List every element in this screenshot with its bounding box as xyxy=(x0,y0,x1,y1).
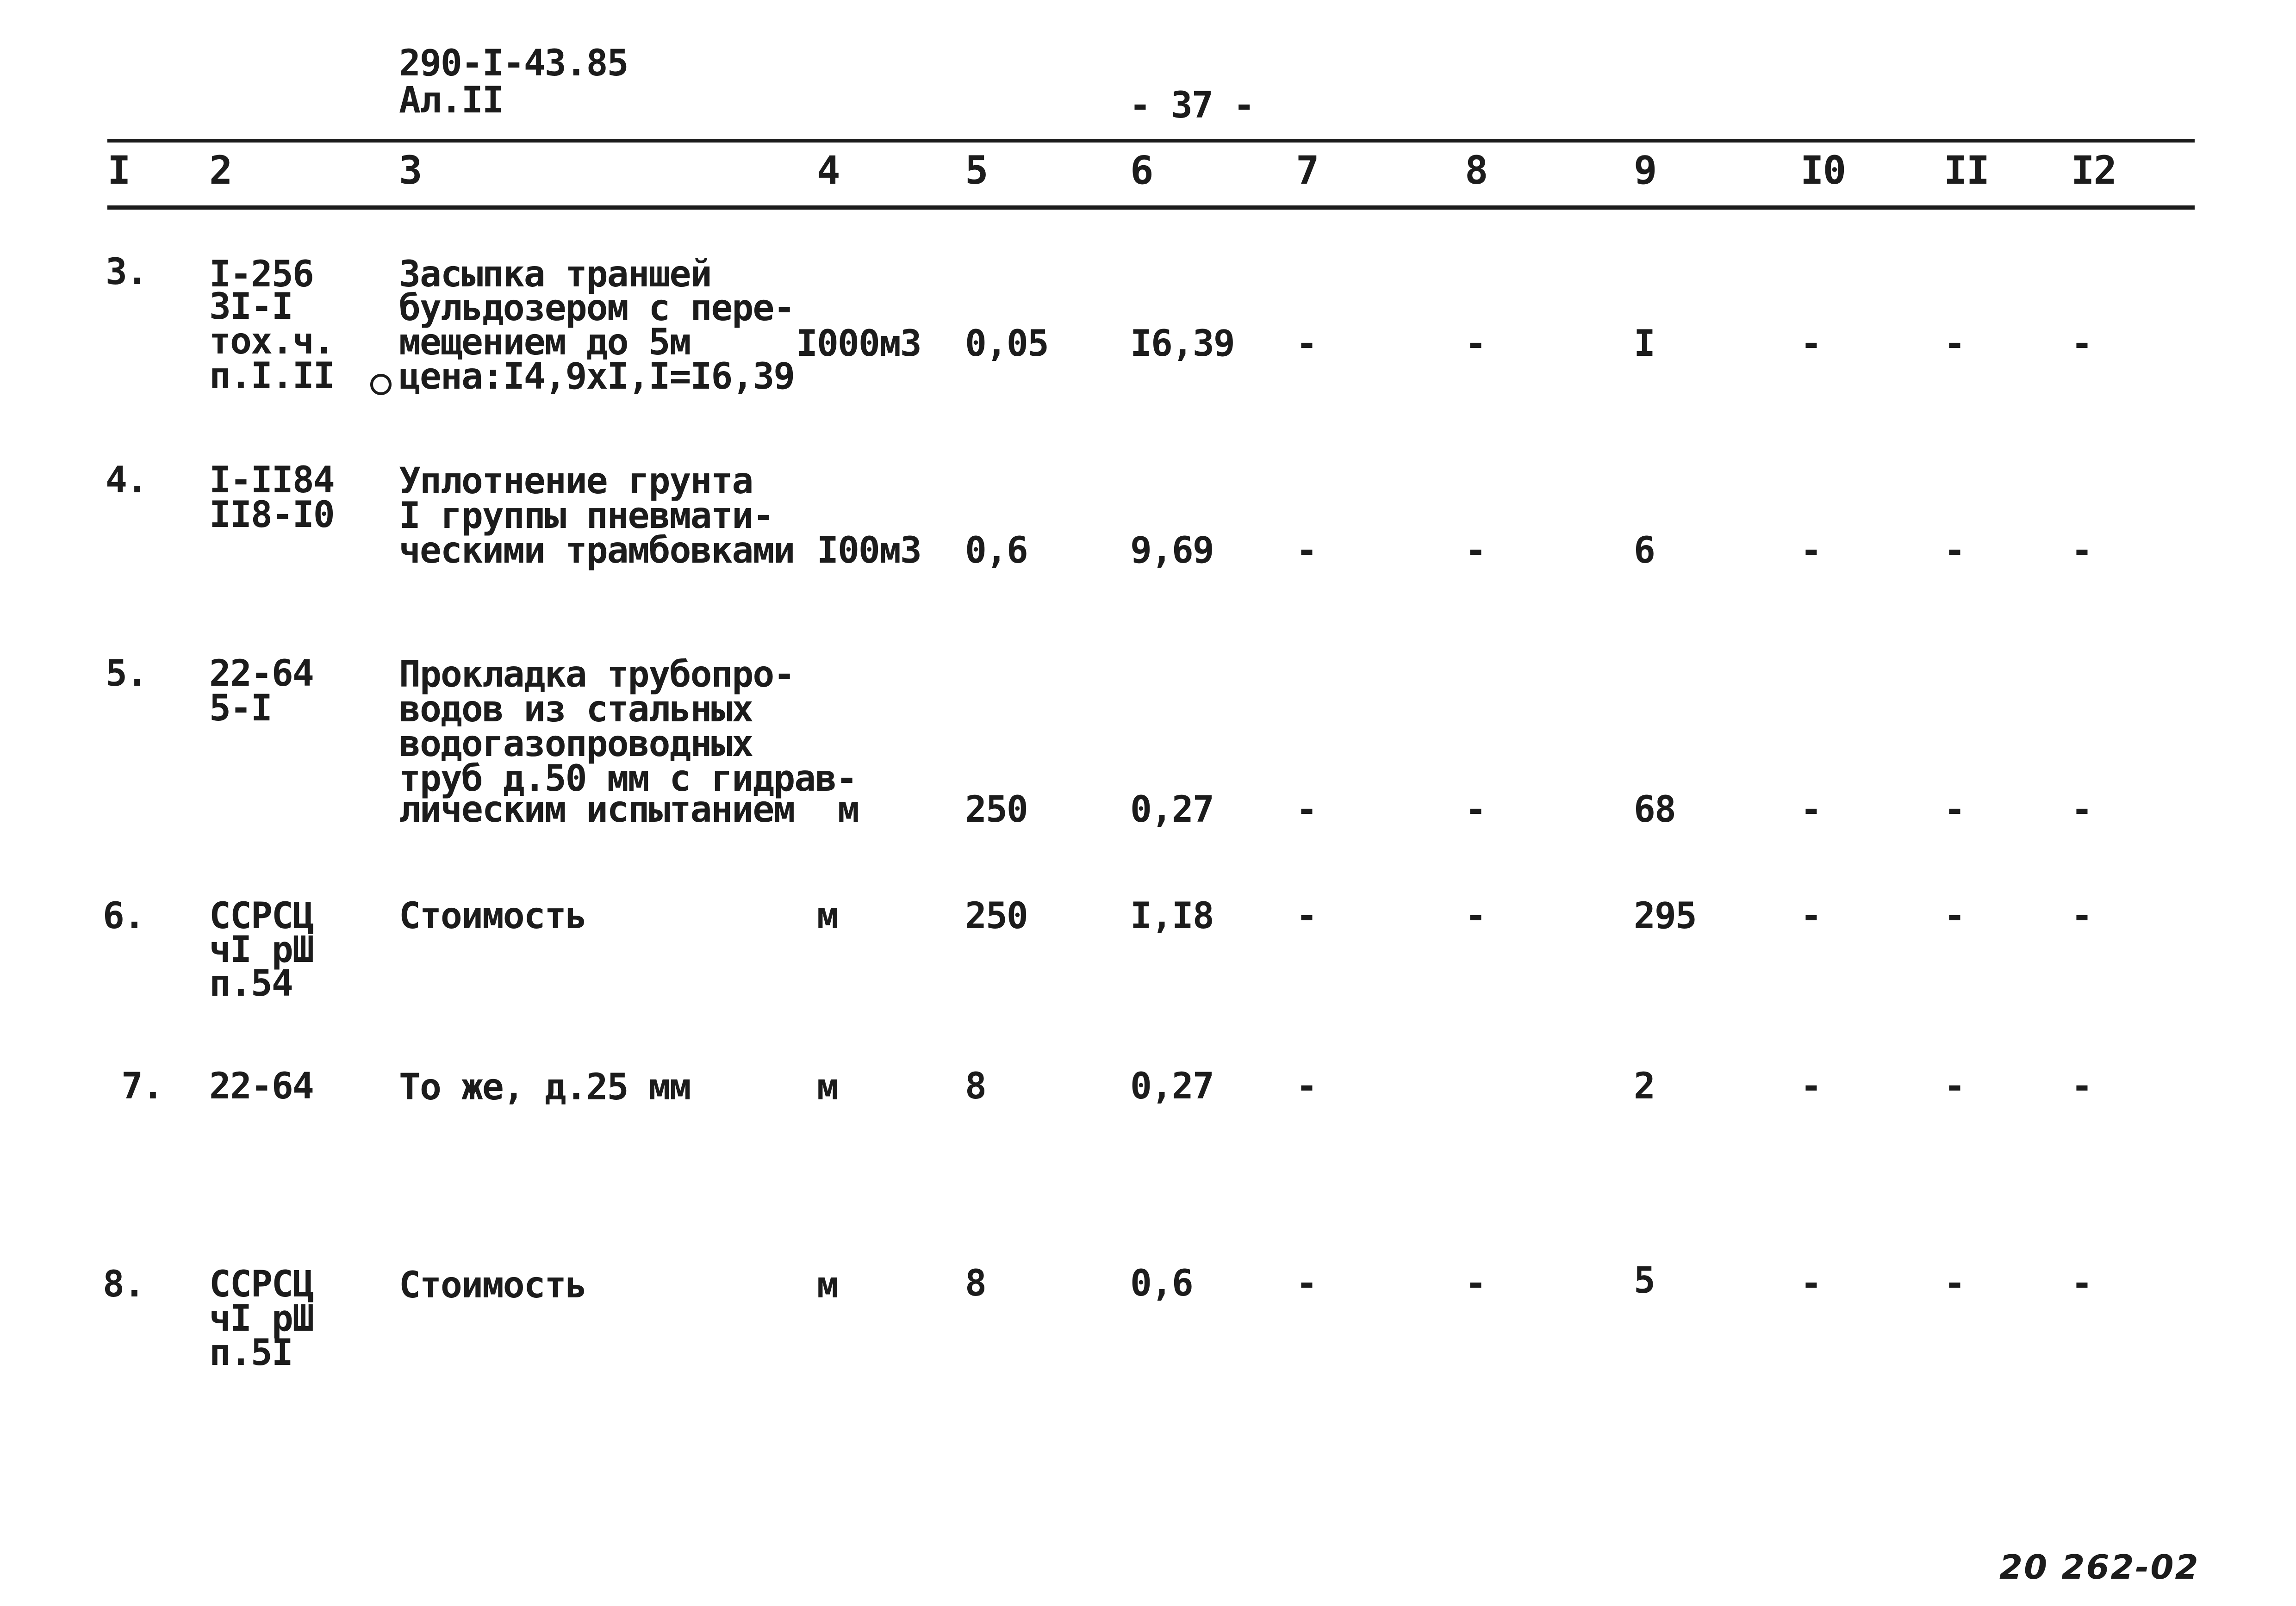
unit-price: 9,69 xyxy=(1130,530,1213,571)
col12-value: - xyxy=(2071,530,2092,571)
norm-code-line: I-256 xyxy=(209,254,313,295)
row-number: 5. xyxy=(106,653,147,694)
col10-value: - xyxy=(1800,1263,1821,1304)
col-header-10: I0 xyxy=(1800,148,1846,193)
description-line: I группы пневмати- xyxy=(399,495,774,537)
col8-value: - xyxy=(1465,530,1486,571)
norm-code-line: II8-I0 xyxy=(209,494,334,536)
norm-code-line: п.54 xyxy=(209,963,292,1005)
col11-value: - xyxy=(1944,530,1965,571)
description-line: труб д.50 мм с гидрав- xyxy=(399,758,857,800)
description-line: Прокладка трубопро- xyxy=(399,654,795,695)
col9-value: 2 xyxy=(1634,1066,1655,1107)
row-number: 6. xyxy=(103,895,144,937)
col-header-4: 4 xyxy=(817,148,840,193)
norm-code-line: 22-64 xyxy=(209,653,313,694)
description-line: Засыпка траншей xyxy=(399,254,711,295)
album-label: Ал.II xyxy=(399,80,503,121)
col-header-12: I2 xyxy=(2071,148,2116,193)
col-header-7: 7 xyxy=(1296,148,1319,193)
description-line: То же, д.25 мм xyxy=(399,1067,691,1108)
col-header-3: 3 xyxy=(399,148,422,193)
quantity: 8 xyxy=(965,1263,986,1304)
col10-value: - xyxy=(1800,789,1821,831)
col10-value: - xyxy=(1800,895,1821,937)
norm-code-line: п.5I xyxy=(209,1332,292,1374)
norm-code-line: п.I.II xyxy=(209,355,334,397)
description-line: мещением до 5м xyxy=(399,322,691,363)
description-line: Стоимость xyxy=(399,895,586,937)
norm-code-line: тох.ч. xyxy=(209,321,334,362)
quantity: 250 xyxy=(965,895,1027,937)
col-header-9: 9 xyxy=(1634,148,1656,193)
col11-value: - xyxy=(1944,1066,1965,1107)
col-header-1: I xyxy=(107,148,130,193)
quantity: 250 xyxy=(965,789,1027,831)
page-number: - 37 - xyxy=(1129,85,1254,126)
row-number: 7. xyxy=(121,1066,163,1107)
doc-code: 290-I-43.85 xyxy=(399,43,628,84)
col8-value: - xyxy=(1465,1263,1486,1304)
col7-value: - xyxy=(1296,530,1317,571)
unit-price: 0,6 xyxy=(1130,1263,1193,1304)
quantity: 0,05 xyxy=(965,323,1048,365)
col10-value: - xyxy=(1800,323,1821,365)
col8-value: - xyxy=(1465,789,1486,831)
unit-price: I6,39 xyxy=(1130,323,1234,365)
col12-value: - xyxy=(2071,1263,2092,1304)
col7-value: - xyxy=(1296,1066,1317,1107)
norm-code-line: чI рШ xyxy=(209,1298,313,1339)
norm-code-line: 22-64 xyxy=(209,1066,313,1107)
unit-price: I,I8 xyxy=(1130,895,1213,937)
col10-value: - xyxy=(1800,1066,1821,1107)
col12-value: - xyxy=(2071,323,2092,365)
description-line: бульдозером с пере- xyxy=(399,287,795,329)
description-line: Стоимость xyxy=(399,1265,586,1306)
unit: I00м3 xyxy=(817,530,921,571)
col9-value: 6 xyxy=(1634,530,1655,571)
col7-value: - xyxy=(1296,895,1317,937)
unit: I000м3 xyxy=(796,323,921,365)
col12-value: - xyxy=(2071,895,2092,937)
header-bottom-rule xyxy=(107,205,2195,210)
col12-value: - xyxy=(2071,789,2092,831)
description-line: водогазопроводных xyxy=(399,723,753,765)
col12-value: - xyxy=(2071,1066,2092,1107)
col11-value: - xyxy=(1944,789,1965,831)
col-header-2: 2 xyxy=(209,148,232,193)
col8-value: - xyxy=(1465,895,1486,937)
stamp-code: 20 262-02 xyxy=(1999,1548,2200,1587)
col-header-8: 8 xyxy=(1465,148,1487,193)
description-line: лическим испытанием xyxy=(399,789,795,831)
col9-value: 5 xyxy=(1634,1260,1655,1302)
col9-value: 295 xyxy=(1634,895,1696,937)
norm-code-line: 3I-I xyxy=(209,286,292,328)
unit-price: 0,27 xyxy=(1130,789,1213,831)
col9-value: 68 xyxy=(1634,789,1675,831)
unit: м xyxy=(817,895,838,937)
quantity: 8 xyxy=(965,1066,986,1107)
norm-code-line: ССРСЦ xyxy=(209,895,313,937)
col7-value: - xyxy=(1296,789,1317,831)
col7-value: - xyxy=(1296,323,1317,365)
col11-value: - xyxy=(1944,895,1965,937)
unit-price: 0,27 xyxy=(1130,1066,1213,1107)
description-line: цена:I4,9хI,I=I6,39 xyxy=(399,356,795,397)
col11-value: - xyxy=(1944,1263,1965,1304)
col-header-11: II xyxy=(1944,148,1989,193)
description-line: водов из стальных xyxy=(399,688,753,730)
unit: м xyxy=(817,1067,838,1108)
col8-value: - xyxy=(1465,323,1486,365)
description-line: Уплотнение грунта xyxy=(399,460,753,502)
col10-value: - xyxy=(1800,530,1821,571)
col11-value: - xyxy=(1944,323,1965,365)
circle-mark-icon xyxy=(370,374,392,395)
norm-code-line: ССРСЦ xyxy=(209,1264,313,1305)
col-header-6: 6 xyxy=(1130,148,1153,193)
row-number: 8. xyxy=(103,1264,144,1305)
description-line: ческими трамбовками xyxy=(399,530,795,571)
norm-code-line: I-II84 xyxy=(209,459,334,501)
unit: м xyxy=(817,1265,838,1306)
norm-code-line: чI рШ xyxy=(209,929,313,971)
norm-code-line: 5-I xyxy=(209,688,272,729)
top-rule xyxy=(107,139,2195,143)
col9-value: I xyxy=(1634,323,1655,365)
row-number: 3. xyxy=(106,251,147,293)
unit: м xyxy=(838,789,859,831)
col7-value: - xyxy=(1296,1263,1317,1304)
col-header-5: 5 xyxy=(965,148,988,193)
quantity: 0,6 xyxy=(965,530,1027,571)
row-number: 4. xyxy=(106,459,147,501)
